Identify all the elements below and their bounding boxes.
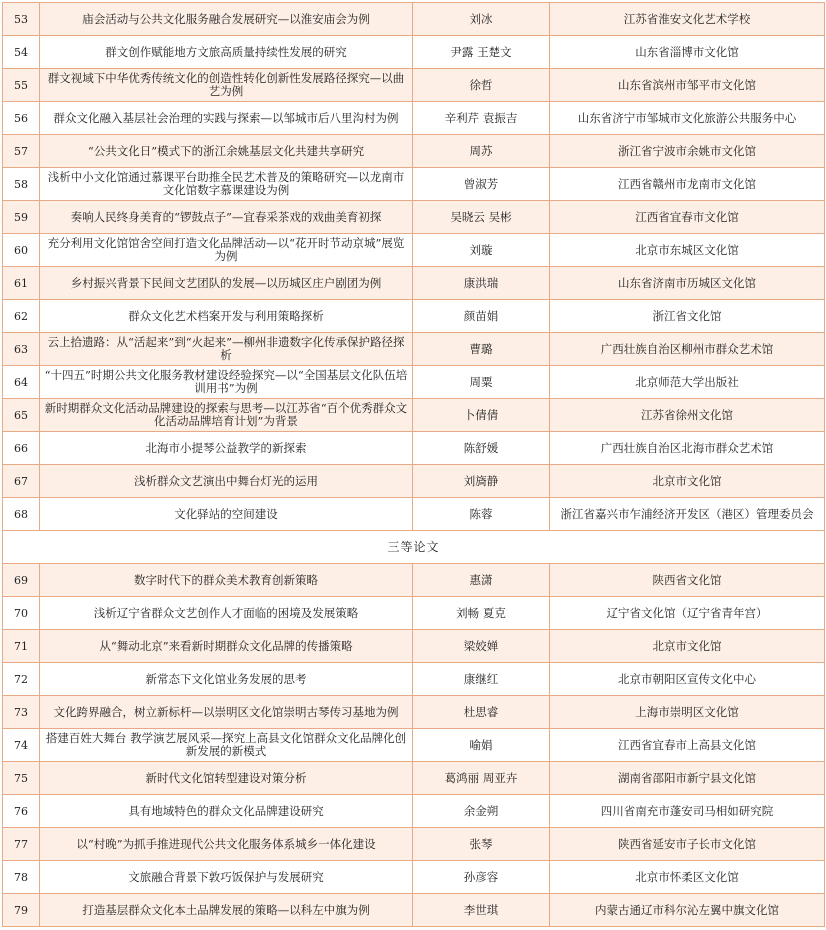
author-name: 刘旖静 [413,465,550,498]
table-row [3,267,825,300]
author-name: 颜苗娟 [413,300,550,333]
paper-title: 群众文化融入基层社会治理的实践与探索—以邹城市后八里沟村为例 [40,102,413,135]
table-row [3,3,825,36]
table-row [3,795,825,828]
paper-title: 文化跨界融合，树立新标杆—以崇明区文化馆崇明古琴传习基地为例 [40,696,413,729]
organization: 山东省淄博市文化馆 [550,36,825,69]
paper-title: 数字时代下的群众美术教育创新策略 [40,564,413,597]
paper-title: 群文创作赋能地方文旅高质量持续性发展的研究 [40,36,413,69]
row-number: 79 [3,894,40,927]
table-row [3,894,825,927]
table-row [3,201,825,234]
row-number: 58 [3,168,40,201]
table-row [3,36,825,69]
table-row [3,102,825,135]
author-name: 周粟 [413,366,550,399]
table-row [3,168,825,201]
row-number: 77 [3,828,40,861]
organization: 浙江省宁波市余姚市文化馆 [550,135,825,168]
award-list-table [2,2,825,927]
row-number: 75 [3,762,40,795]
row-number: 59 [3,201,40,234]
organization: 江西省宜春市上高县文化馆 [550,729,825,762]
row-number: 76 [3,795,40,828]
row-number: 73 [3,696,40,729]
table-row [3,234,825,267]
author-name: 孙彦容 [413,861,550,894]
author-name: 余金朔 [413,795,550,828]
table-row [3,762,825,795]
row-number: 56 [3,102,40,135]
author-name: 康继红 [413,663,550,696]
paper-title: 新常态下文化馆业务发展的思考 [40,663,413,696]
table-row [3,597,825,630]
row-number: 64 [3,366,40,399]
organization: 四川省南充市蓬安司马相如研究院 [550,795,825,828]
author-name: 吴晓云 吴彬 [413,201,550,234]
organization: 陕西省延安市子长市文化馆 [550,828,825,861]
row-number: 71 [3,630,40,663]
organization: 江西省宜春市文化馆 [550,201,825,234]
paper-title: 浅析中小文化馆通过慕课平台助推全民艺术普及的策略研究—以龙南市文化馆数字慕课建设为例 [40,168,413,201]
organization: 陕西省文化馆 [550,564,825,597]
paper-title: 新时代文化馆转型建设对策分析 [40,762,413,795]
organization: 山东省济南市历城区文化馆 [550,267,825,300]
paper-title: 北海市小提琴公益教学的新探索 [40,432,413,465]
paper-title: 浅析群众文艺演出中舞台灯光的运用 [40,465,413,498]
organization: 浙江省文化馆 [550,300,825,333]
organization: 广西壮族自治区柳州市群众艺术馆 [550,333,825,366]
organization: 湖南省邵阳市新宁县文化馆 [550,762,825,795]
author-name: 梁姣婵 [413,630,550,663]
organization: 内蒙古通辽市科尔沁左翼中旗文化馆 [550,894,825,927]
paper-title: 从“舞动北京”来看新时期群众文化品牌的传播策略 [40,630,413,663]
table-row [3,432,825,465]
organization: 北京市文化馆 [550,465,825,498]
organization: 山东省济宁市邹城市文化旅游公共服务中心 [550,102,825,135]
organization: 江西省赣州市龙南市文化馆 [550,168,825,201]
author-name: 曾淑芳 [413,168,550,201]
author-name: 喻娟 [413,729,550,762]
author-name: 刘冰 [413,3,550,36]
author-name: 周苏 [413,135,550,168]
row-number: 63 [3,333,40,366]
organization: 辽宁省文化馆（辽宁省青年宫） [550,597,825,630]
paper-title: 具有地域特色的群众文化品牌建设研究 [40,795,413,828]
table-section [3,531,825,564]
paper-title: 群文视域下中华优秀传统文化的创造性转化创新性发展路径探究—以曲艺为例 [40,69,413,102]
author-name: 辛利芹 袁振吉 [413,102,550,135]
paper-title: “十四五”时期公共文化服务教材建设经验探究—以“全国基层文化队伍培训用书”为例 [40,366,413,399]
table-row [3,300,825,333]
row-number: 78 [3,861,40,894]
organization: 北京市朝阳区宣传文化中心 [550,663,825,696]
table-row [3,564,825,597]
organization: 广西壮族自治区北海市群众艺术馆 [550,432,825,465]
section-heading-row [3,531,825,564]
organization: 山东省滨州市邹平市文化馆 [550,69,825,102]
paper-title: 打造基层群众文化本土品牌发展的策略—以科左中旗为例 [40,894,413,927]
paper-title: 浅析辽宁省群众文艺创作人才面临的困境及发展策略 [40,597,413,630]
author-name: 张琴 [413,828,550,861]
row-number: 53 [3,3,40,36]
organization: 北京市文化馆 [550,630,825,663]
section-heading: 三等论文 [3,531,825,564]
author-name: 陈蓉 [413,498,550,531]
table-row [3,861,825,894]
author-name: 惠潇 [413,564,550,597]
author-name: 葛鸿丽 周亚卉 [413,762,550,795]
paper-title: 庙会活动与公共文化服务融合发展研究—以淮安庙会为例 [40,3,413,36]
table-row [3,663,825,696]
organization: 江苏省徐州文化馆 [550,399,825,432]
paper-title: 奏响人民终身美育的“锣鼓点子”—宜春采茶戏的戏曲美育初探 [40,201,413,234]
row-number: 72 [3,663,40,696]
row-number: 54 [3,36,40,69]
organization: 北京师范大学出版社 [550,366,825,399]
table-row [3,135,825,168]
author-name: 刘璇 [413,234,550,267]
author-name: 陈舒媛 [413,432,550,465]
row-number: 69 [3,564,40,597]
row-number: 66 [3,432,40,465]
row-number: 55 [3,69,40,102]
author-name: 刘畅 夏克 [413,597,550,630]
table-row [3,366,825,399]
table-row [3,828,825,861]
author-name: 李世琪 [413,894,550,927]
table-row [3,333,825,366]
table-row [3,69,825,102]
paper-title: 以“村晚”为抓手推进现代公共文化服务体系城乡一体化建设 [40,828,413,861]
table-body-after [3,564,825,927]
row-number: 60 [3,234,40,267]
organization: 北京市怀柔区文化馆 [550,861,825,894]
row-number: 68 [3,498,40,531]
author-name: 尹露 王楚文 [413,36,550,69]
row-number: 74 [3,729,40,762]
paper-title: 文旅融合背景下敦巧饭保护与发展研究 [40,861,413,894]
paper-title: 文化驿站的空间建设 [40,498,413,531]
author-name: 康洪瑞 [413,267,550,300]
organization: 江苏省淮安文化艺术学校 [550,3,825,36]
paper-title: 充分利用文化馆馆舍空间打造文化品牌活动—以“花开时节动京城”展览为例 [40,234,413,267]
paper-title: 群众文化艺术档案开发与利用策略探析 [40,300,413,333]
organization: 上海市崇明区文化馆 [550,696,825,729]
paper-title: “公共文化日”模式下的浙江余姚基层文化共建共享研究 [40,135,413,168]
author-name: 徐哲 [413,69,550,102]
paper-title: 新时期群众文化活动品牌建设的探索与思考—以江苏省“百个优秀群众文化活动品牌培育计划”为背景 [40,399,413,432]
row-number: 67 [3,465,40,498]
paper-title: 搭建百姓大舞台 教学演艺展风采—探究上高县文化馆群众文化品牌化创新发展的新模式 [40,729,413,762]
table-row [3,696,825,729]
row-number: 62 [3,300,40,333]
table-row [3,729,825,762]
row-number: 61 [3,267,40,300]
row-number: 65 [3,399,40,432]
author-name: 杜思睿 [413,696,550,729]
author-name: 卜倩倩 [413,399,550,432]
table-row [3,465,825,498]
row-number: 70 [3,597,40,630]
paper-title: 乡村振兴背景下民间文艺团队的发展—以历城区庄户剧团为例 [40,267,413,300]
organization: 北京市东城区文化馆 [550,234,825,267]
table-row [3,399,825,432]
table-row [3,498,825,531]
paper-title: 云上拾遗路：从“活起来”到“火起来”—柳州非遗数字化传承保护路径探析 [40,333,413,366]
organization: 浙江省嘉兴市乍浦经济开发区（港区）管理委员会 [550,498,825,531]
table-body-before [3,3,825,531]
table-row [3,630,825,663]
author-name: 曹璐 [413,333,550,366]
row-number: 57 [3,135,40,168]
